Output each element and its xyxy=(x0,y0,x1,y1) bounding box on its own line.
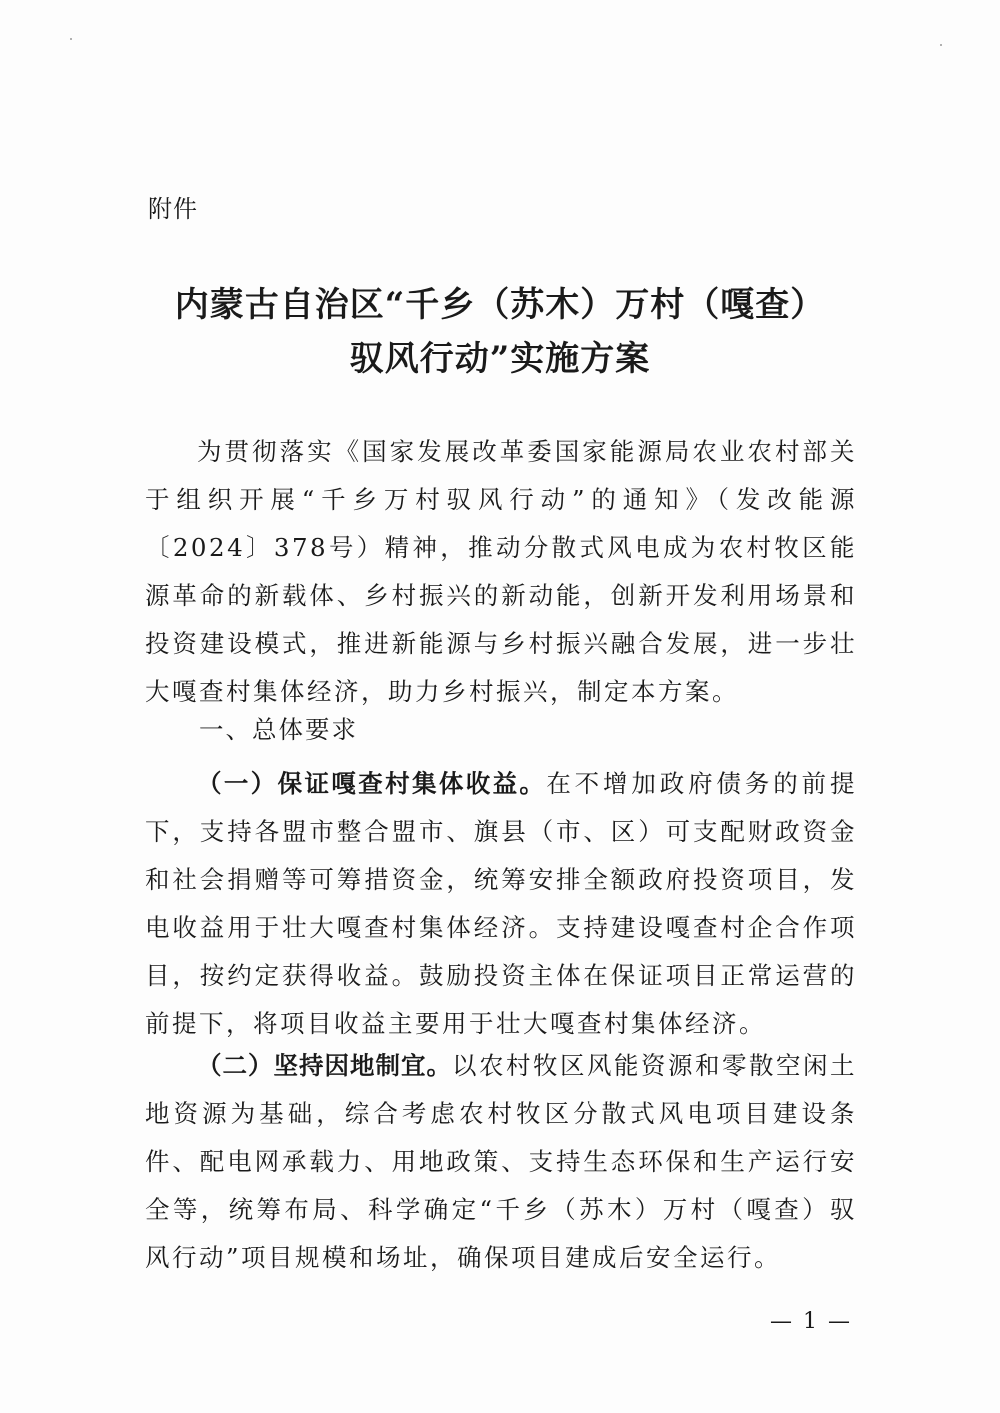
item-2-title: （二）坚持因地制宜。 xyxy=(197,1051,452,1080)
section-heading-general-requirements: 一、总体要求 xyxy=(199,715,358,744)
document-title-line1: 内蒙古自治区“千乡（苏木）万村（嘎查） xyxy=(174,285,826,325)
item-1-body: 在不增加政府债务的前提下，支持各盟市整合盟市、旗县（市、区）可支配财政资金和社会捐赠等可筹措资金，统筹安排全额政府投资项目，发电收益用于壮大嘎查村集体经济。支持建设嘎查村企合作项目，按约定获得收益。鼓励投资主体在保证项目正常运营的前提下，将项目收益主要用于壮大嘎查村集体经济。 xyxy=(145,769,858,1038)
scan-speck xyxy=(940,44,942,46)
document-title-line2: 驭风行动”实施方案 xyxy=(349,339,651,379)
item-2-body: 以农村牧区风能资源和零散空闲土地资源为基础，综合考虑农村牧区分散式风电项目建设条件、配电网承载力、用地政策、支持生态环保和生产运行安全等，统筹布局、科学确定“千乡（苏木）万村（嘎查）驭风行动”项目规模和场址，确保项目建成后安全运行。 xyxy=(145,1051,857,1272)
item-2-paragraph xyxy=(145,1042,857,1282)
page-number: — 1 — xyxy=(770,1309,852,1334)
intro-paragraph: 为贯彻落实《国家发展改革委国家能源局农业农村部关于组织开展“千乡万村驭风行动”的通知》（发改能源〔2024〕378号）精神，推动分散式风电成为农村牧区能源革命的新载体、乡村振兴的新动能，创新开发利用场景和投资建设模式，推进新能源与乡村振兴融合发展，进一步壮大嘎查村集体经济，助力乡村振兴，制定本方案。 xyxy=(145,437,857,706)
item-1-paragraph xyxy=(145,760,857,1048)
scan-speck xyxy=(70,38,72,40)
item-1-title: （一）保证嘎查村集体收益。 xyxy=(197,769,547,798)
attachment-label: 附件 xyxy=(148,195,198,223)
